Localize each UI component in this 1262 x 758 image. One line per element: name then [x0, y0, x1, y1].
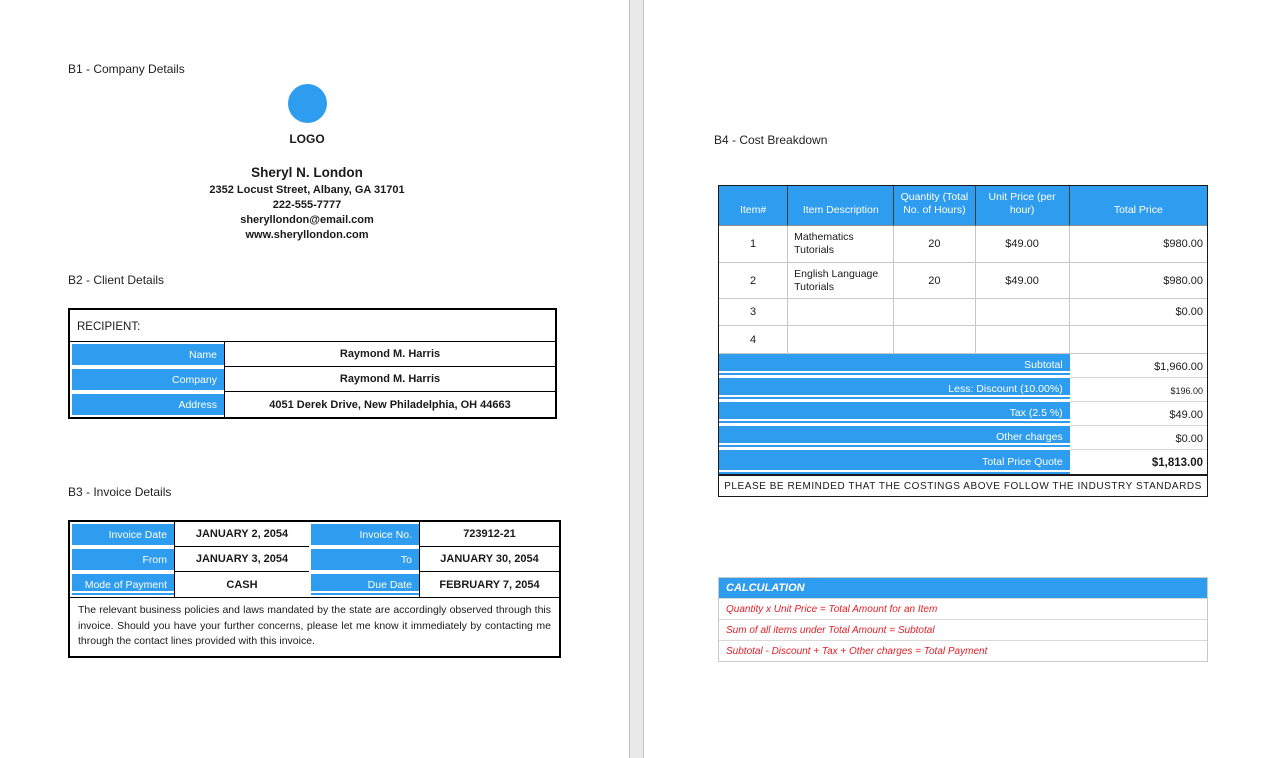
header-item-description: Item Description	[788, 186, 894, 226]
recipient-label: RECIPIENT:	[70, 310, 555, 342]
other-charges-label: Other charges	[719, 426, 1070, 450]
to-value[interactable]: JANUARY 30, 2054	[419, 547, 559, 572]
item-number[interactable]: 3	[719, 299, 788, 326]
formula-item-total[interactable]: Quantity x Unit Price = Total Amount for an Item	[719, 598, 1207, 619]
section-b3-label: B3 - Invoice Details	[68, 485, 172, 499]
table-row	[70, 392, 555, 417]
page-gap-divider	[629, 0, 644, 758]
from-value[interactable]: JANUARY 3, 2054	[174, 547, 309, 572]
invoice-table	[68, 520, 561, 658]
invoice-policy-note[interactable]: The relevant business policies and laws mandated by the state are accordingly observed through this invoice. Should you have your further concerns, please let me know it immediately by contacting me through the contact lines provided with this invoice.	[70, 597, 559, 656]
item-quantity[interactable]	[894, 326, 975, 354]
table-row	[719, 640, 1207, 661]
calculation-header: CALCULATION	[719, 578, 1207, 598]
logo-caption: LOGO	[289, 132, 325, 146]
from-label: From	[72, 549, 174, 570]
table-row	[70, 547, 559, 572]
client-name-label: Name	[72, 344, 224, 365]
item-number[interactable]: 2	[719, 263, 788, 299]
item-unit-price[interactable]	[976, 299, 1070, 326]
table-row	[719, 263, 1207, 299]
section-b2-label: B2 - Client Details	[68, 273, 165, 287]
item-quantity[interactable]	[894, 299, 975, 326]
to-label: To	[311, 549, 419, 570]
header-total-price: Total Price	[1070, 186, 1207, 226]
company-email: sheryllondon@email.com	[240, 214, 374, 226]
item-unit-price[interactable]	[976, 326, 1070, 354]
header-item-number: Item#	[719, 186, 788, 226]
company-name: Sheryl N. London	[251, 165, 363, 180]
table-row	[70, 597, 559, 656]
formula-total-payment[interactable]: Subtotal - Discount + Tax + Other charges = Total Payment	[719, 640, 1207, 661]
discount-label: Less: Discount (10.00%)	[719, 378, 1070, 402]
table-row	[719, 598, 1207, 619]
total-price-quote-value[interactable]: $1,813.00	[1070, 450, 1207, 474]
item-quantity[interactable]: 20	[894, 263, 975, 299]
item-unit-price[interactable]: $49.00	[976, 263, 1070, 299]
client-address-value[interactable]: 4051 Derek Drive, New Philadelphia, OH 44663	[224, 392, 555, 417]
item-total-price[interactable]: $0.00	[1070, 299, 1207, 326]
item-total-price[interactable]: $980.00	[1070, 263, 1207, 299]
section-b1-label: B1 - Company Details	[68, 62, 185, 76]
table-row	[70, 310, 555, 342]
invoice-date-value[interactable]: JANUARY 2, 2054	[174, 522, 309, 547]
mode-of-payment-label: Mode of Payment	[72, 574, 174, 595]
summary-row	[719, 450, 1207, 474]
tax-value[interactable]: $49.00	[1070, 402, 1207, 426]
summary-row	[719, 402, 1207, 426]
client-name-value[interactable]: Raymond M. Harris	[224, 342, 555, 367]
table-row	[70, 522, 559, 547]
item-description[interactable]	[788, 326, 894, 354]
table-row	[719, 299, 1207, 326]
item-number[interactable]: 4	[719, 326, 788, 354]
cost-breakdown-table	[718, 185, 1208, 497]
table-header-row	[719, 578, 1207, 598]
discount-value[interactable]: $196.00	[1070, 378, 1207, 402]
invoice-date-label: Invoice Date	[72, 524, 174, 545]
header-unit-price: Unit Price (per hour)	[976, 186, 1070, 226]
mode-of-payment-value[interactable]: CASH	[174, 572, 309, 597]
client-address-label: Address	[72, 394, 224, 415]
logo-circle-icon[interactable]	[288, 84, 327, 123]
summary-row	[719, 354, 1207, 378]
item-description[interactable]	[788, 299, 894, 326]
item-quantity[interactable]: 20	[894, 226, 975, 263]
table-row	[719, 619, 1207, 640]
summary-row	[719, 426, 1207, 450]
total-price-quote-label: Total Price Quote	[719, 450, 1070, 474]
company-details-block[interactable]	[57, 164, 557, 243]
other-charges-value[interactable]: $0.00	[1070, 426, 1207, 450]
formula-subtotal[interactable]: Sum of all items under Total Amount = Subtotal	[719, 619, 1207, 640]
item-description[interactable]: English Language Tutorials	[788, 263, 894, 299]
table-row	[70, 367, 555, 392]
summary-row	[719, 378, 1207, 402]
header-quantity: Quantity (Total No. of Hours)	[894, 186, 975, 226]
invoice-no-label: Invoice No.	[311, 524, 419, 545]
table-row	[719, 226, 1207, 263]
item-total-price[interactable]	[1070, 326, 1207, 354]
client-company-label: Company	[72, 369, 224, 390]
subtotal-value[interactable]: $1,960.00	[1070, 354, 1207, 378]
section-b4-label: B4 - Cost Breakdown	[714, 133, 828, 147]
item-number[interactable]: 1	[719, 226, 788, 263]
table-row	[70, 572, 559, 597]
company-address: 2352 Locust Street, Albany, GA 31701	[209, 184, 405, 196]
calculation-table	[718, 577, 1208, 662]
item-description[interactable]: Mathematics Tutorials	[788, 226, 894, 263]
table-row	[719, 326, 1207, 354]
client-table	[68, 308, 557, 419]
item-unit-price[interactable]: $49.00	[976, 226, 1070, 263]
table-row	[719, 474, 1207, 496]
due-date-value[interactable]: FEBRUARY 7, 2054	[419, 572, 559, 597]
item-total-price[interactable]: $980.00	[1070, 226, 1207, 263]
tax-label: Tax (2.5 %)	[719, 402, 1070, 426]
costings-reminder-note: PLEASE BE REMINDED THAT THE COSTINGS ABOVE FOLLOW THE INDUSTRY STANDARDS	[719, 474, 1207, 496]
due-date-label: Due Date	[311, 574, 419, 595]
subtotal-label: Subtotal	[719, 354, 1070, 378]
company-website: www.sheryllondon.com	[245, 229, 369, 241]
company-phone: 222-555-7777	[272, 199, 342, 211]
invoice-no-value[interactable]: 723912-21	[419, 522, 559, 547]
table-row	[70, 342, 555, 367]
table-header-row	[719, 186, 1207, 226]
client-company-value[interactable]: Raymond M. Harris	[224, 367, 555, 392]
